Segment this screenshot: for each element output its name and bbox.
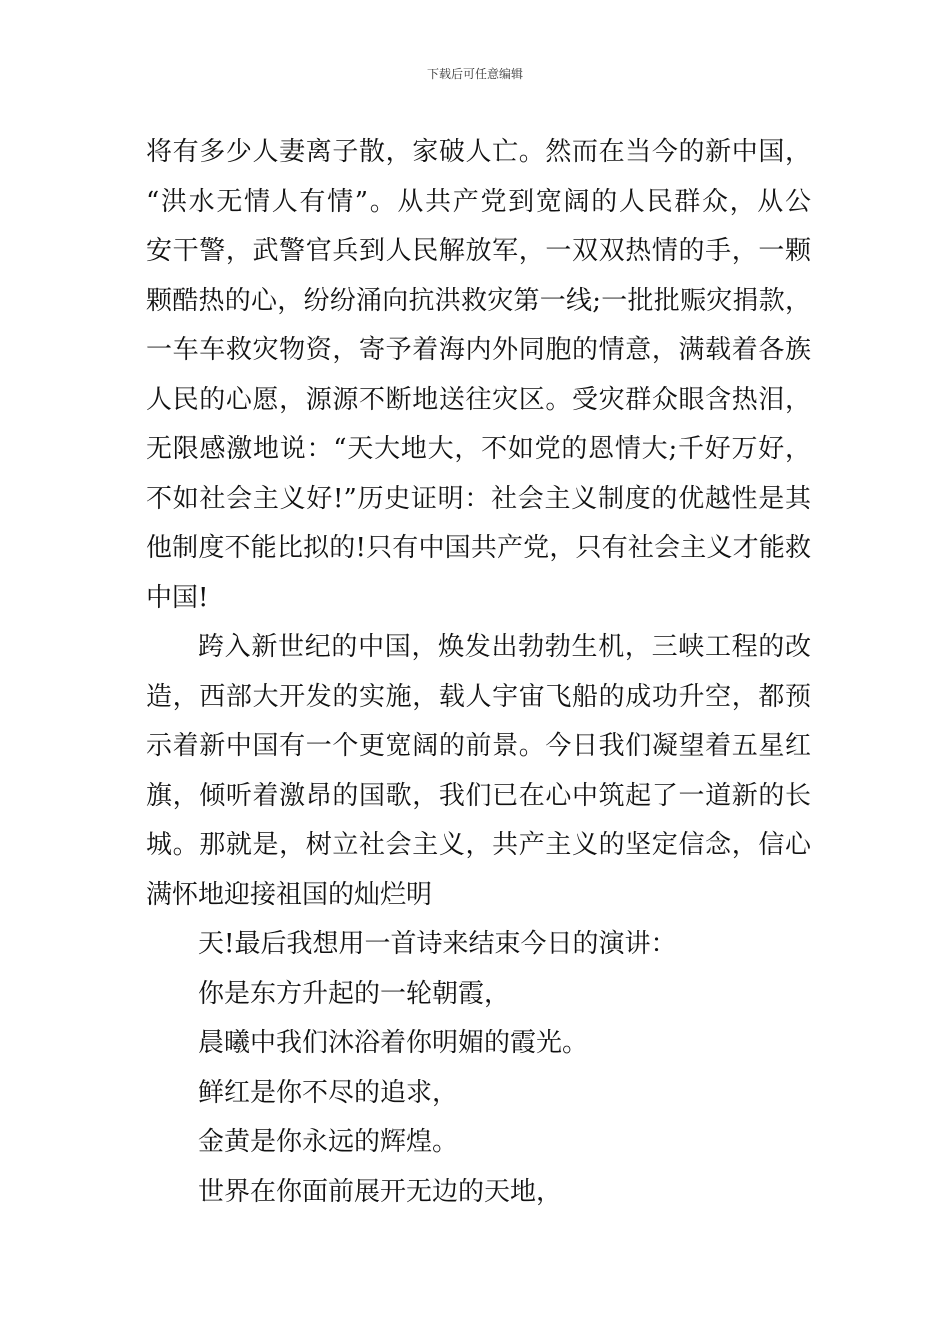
text-line: 旗，倾听着激昂的国歌，我们已在心中筑起了一道新的长 [146, 780, 811, 811]
text-line: 人民的心愿，源源不断地送往灾区。受灾群众眼含热泪， [146, 384, 811, 415]
text-line: 颗酷热的心，纷纷涌向抗洪救灾第一线;一批批赈灾捐款， [146, 285, 811, 316]
text-line: 天!最后我想用一首诗来结束今日的演讲： [198, 929, 677, 959]
text-line: 造，西部大开发的实施，载人宇宙飞船的成功升空，都预 [146, 681, 811, 712]
text-line: 晨曦中我们沐浴着你明媚的霞光。 [198, 1028, 589, 1058]
text-line: 满怀地迎接祖国的灿烂明 [146, 879, 433, 910]
text-line: 你是东方升起的一轮朝霞， [198, 978, 511, 1009]
text-line: 将有多少人妻离子散，家破人亡。然而在当今的新中国， [146, 137, 811, 167]
text-line: 鲜红是你不尽的追求， [198, 1077, 459, 1108]
text-line: 跨入新世纪的中国，焕发出勃勃生机，三峡工程的改 [198, 632, 811, 662]
text-line: “洪水无情人有情”。从共产党到宽阔的人民群众，从公 [146, 186, 811, 217]
text-line: 示着新中国有一个更宽阔的前景。今日我们凝望着五星红 [146, 731, 811, 761]
text-line: 中国! [146, 582, 209, 613]
text-line: 他制度不能比拟的!只有中国共产党，只有社会主义才能救 [146, 533, 811, 563]
text-line: 世界在你面前展开无边的天地， [198, 1176, 563, 1207]
page-header-note: 下载后可任意编辑 [426, 67, 523, 81]
text-line: 无限感激地说：“天大地大，不如党的恩情大;千好万好， [146, 434, 811, 464]
text-line: 安干警，武警官兵到人民解放军，一双双热情的手，一颗 [146, 236, 811, 266]
text-line: 一车车救灾物资，寄予着海内外同胞的情意，满载着各族 [146, 335, 811, 365]
document-body [146, 128, 811, 1217]
text-line: 不如社会主义好!”历史证明：社会主义制度的优越性是其 [146, 483, 811, 514]
text-line: 金黄是你永远的辉煌。 [198, 1127, 459, 1157]
text-line: 城。那就是，树立社会主义，共产主义的坚定信念，信心 [146, 830, 811, 860]
